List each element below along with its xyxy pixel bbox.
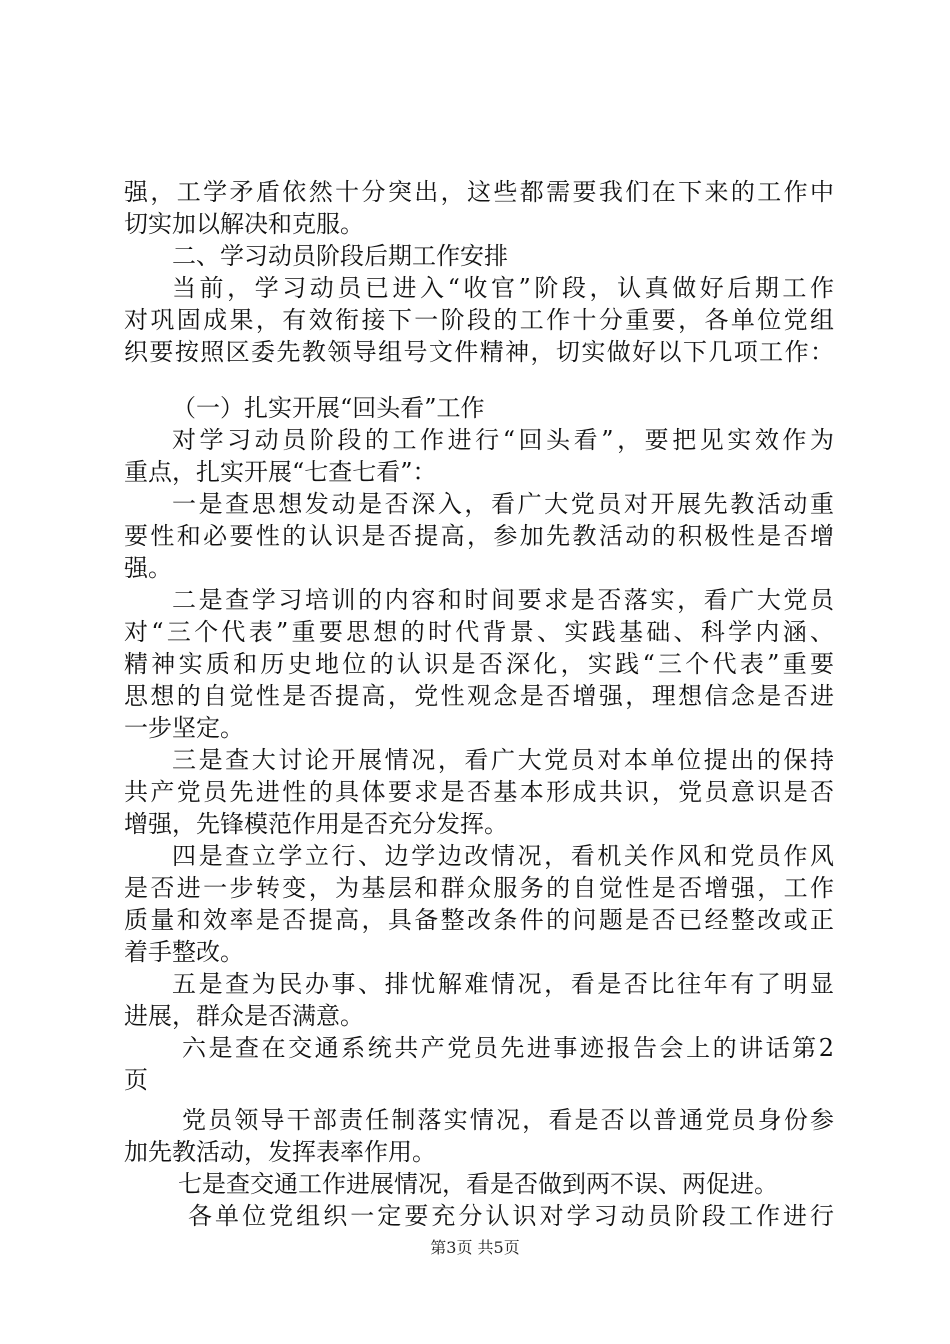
body-text-line: 强，工学矛盾依然十分突出，这些都需要我们在下来的工作中 [124, 178, 834, 206]
body-text-line: 质量和效率是否提高，具备整改条件的问题是否已经整改或正 [124, 906, 834, 934]
body-text-line: 对“三个代表”重要思想的时代背景、实践基础、科学内涵、 [124, 618, 834, 646]
subsection-heading: （一）扎实开展“回头看”工作 [172, 394, 485, 422]
body-text-line: 切实加以解决和克服。 [124, 210, 364, 238]
body-text-line: 六是查在交通系统共产党员先进事迹报告会上的讲话第2 [182, 1034, 834, 1062]
body-text-line: 织要按照区委先教领导组号文件精神，切实做好以下几项工作： [124, 338, 834, 366]
body-text-line: 一步坚定。 [124, 714, 244, 742]
section-heading: 二、学习动员阶段后期工作安排 [172, 242, 508, 270]
body-text-line: 精神实质和历史地位的认识是否深化，实践“三个代表”重要 [124, 650, 834, 678]
body-text-line: 强。 [124, 554, 172, 582]
page-footer: 第3页 共5页 [430, 1238, 520, 1257]
body-text-line: 重点，扎实开展“七查七看”： [124, 458, 437, 486]
body-text-line: 一是查思想发动是否深入，看广大党员对开展先教活动重 [172, 490, 834, 518]
body-text-line: 是否进一步转变，为基层和群众服务的自觉性是否增强，工作 [124, 874, 834, 902]
body-text-line: 对巩固成果，有效衔接下一阶段的工作十分重要，各单位党组 [124, 306, 834, 334]
body-text-line: 页 [124, 1066, 148, 1094]
body-text-line: 增强，先锋模范作用是否充分发挥。 [124, 810, 508, 838]
body-text-line: 各单位党组织一定要充分认识对学习动员阶段工作进行 [188, 1202, 834, 1230]
body-text-line: 共产党员先进性的具体要求是否基本形成共识，党员意识是否 [124, 778, 834, 806]
body-text-line: 当前，学习动员已进入“收官”阶段，认真做好后期工作 [172, 274, 834, 302]
body-text-line: 二是查学习培训的内容和时间要求是否落实，看广大党员 [172, 586, 834, 614]
body-text-line: 进展，群众是否满意。 [124, 1002, 364, 1030]
body-text-line: 加先教活动，发挥表率作用。 [124, 1138, 436, 1166]
body-text-line: 思想的自觉性是否提高，党性观念是否增强，理想信念是否进 [124, 682, 834, 710]
body-text-line: 四是查立学立行、边学边改情况，看机关作风和党员作风 [172, 842, 834, 870]
body-text-line: 着手整改。 [124, 938, 244, 966]
body-text-line: 三是查大讨论开展情况，看广大党员对本单位提出的保持 [172, 746, 834, 774]
body-text-line: 对学习动员阶段的工作进行“回头看”，要把见实效作为 [172, 426, 834, 454]
body-text-line: 党员领导干部责任制落实情况，看是否以普通党员身份参 [182, 1106, 834, 1134]
body-text-line: 七是查交通工作进展情况，看是否做到两不误、两促进。 [178, 1170, 778, 1198]
body-text-line: 要性和必要性的认识是否提高，参加先教活动的积极性是否增 [124, 522, 834, 550]
body-text-line: 五是查为民办事、排忧解难情况，看是否比往年有了明显 [172, 970, 834, 998]
